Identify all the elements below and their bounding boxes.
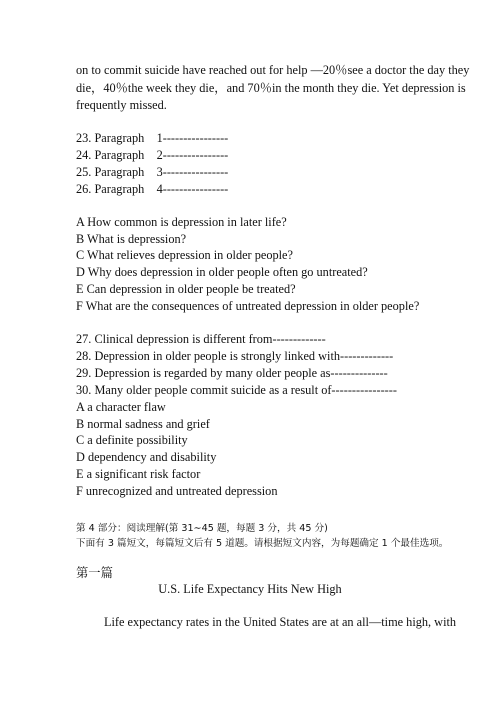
completion-option-c: C a definite possibility (76, 433, 188, 447)
passage-title: U.S. Life Expectancy Hits New High (158, 582, 342, 596)
heading-option-a: A How common is depression in later life? (76, 215, 287, 229)
question-item-24: 24. Paragraph 2---------------- (76, 148, 229, 162)
completion-option-b: B normal sadness and grief (76, 417, 210, 431)
section-instruction: 下面有 3 篇短文，每篇短文后有 5 道题。请根据短文内容，为每题确定 1 个最佳选项。 (76, 538, 449, 549)
heading-option-d: D Why does depression in older people often go untreated? (76, 265, 368, 279)
completion-option-f: F unrecognized and untreated depression (76, 484, 278, 498)
heading-option-e: E Can depression in older people be treated? (76, 282, 296, 296)
passage-first-line: Life expectancy rates in the United States are at an all—time high, with (104, 615, 457, 629)
question-item-30: 30. Many older people commit suicide as a result of---------------- (76, 383, 397, 397)
intro-line: on to commit suicide have reached out for help —20％see a doctor the day they (76, 63, 470, 77)
heading-option-b: B What is depression? (76, 232, 187, 246)
question-item-29: 29. Depression is regarded by many older people as-------------- (76, 366, 388, 380)
passage-label: 第一篇 (76, 566, 113, 580)
section-heading: 第 4 部分：阅读理解(第 31∼45 题，每题 3 分，共 45 分) (76, 523, 328, 534)
question-item-28: 28. Depression in older people is strongly linked with------------- (76, 349, 394, 363)
question-item-25: 25. Paragraph 3---------------- (76, 165, 229, 179)
completion-option-a: A a character flaw (76, 400, 166, 414)
question-item-23: 23. Paragraph 1---------------- (76, 131, 229, 145)
completion-option-e: E a significant risk factor (76, 467, 201, 481)
question-item-27: 27. Clinical depression is different from------------- (76, 332, 326, 346)
completion-option-d: D dependency and disability (76, 450, 217, 464)
question-item-26: 26. Paragraph 4---------------- (76, 182, 229, 196)
intro-line: die，40％the week they die，and 70％in the month they die. Yet depression is (76, 81, 466, 95)
heading-option-c: C What relieves depression in older people? (76, 248, 293, 262)
heading-option-f: F What are the consequences of untreated depression in older people? (76, 299, 420, 313)
intro-line: frequently missed. (76, 98, 167, 112)
